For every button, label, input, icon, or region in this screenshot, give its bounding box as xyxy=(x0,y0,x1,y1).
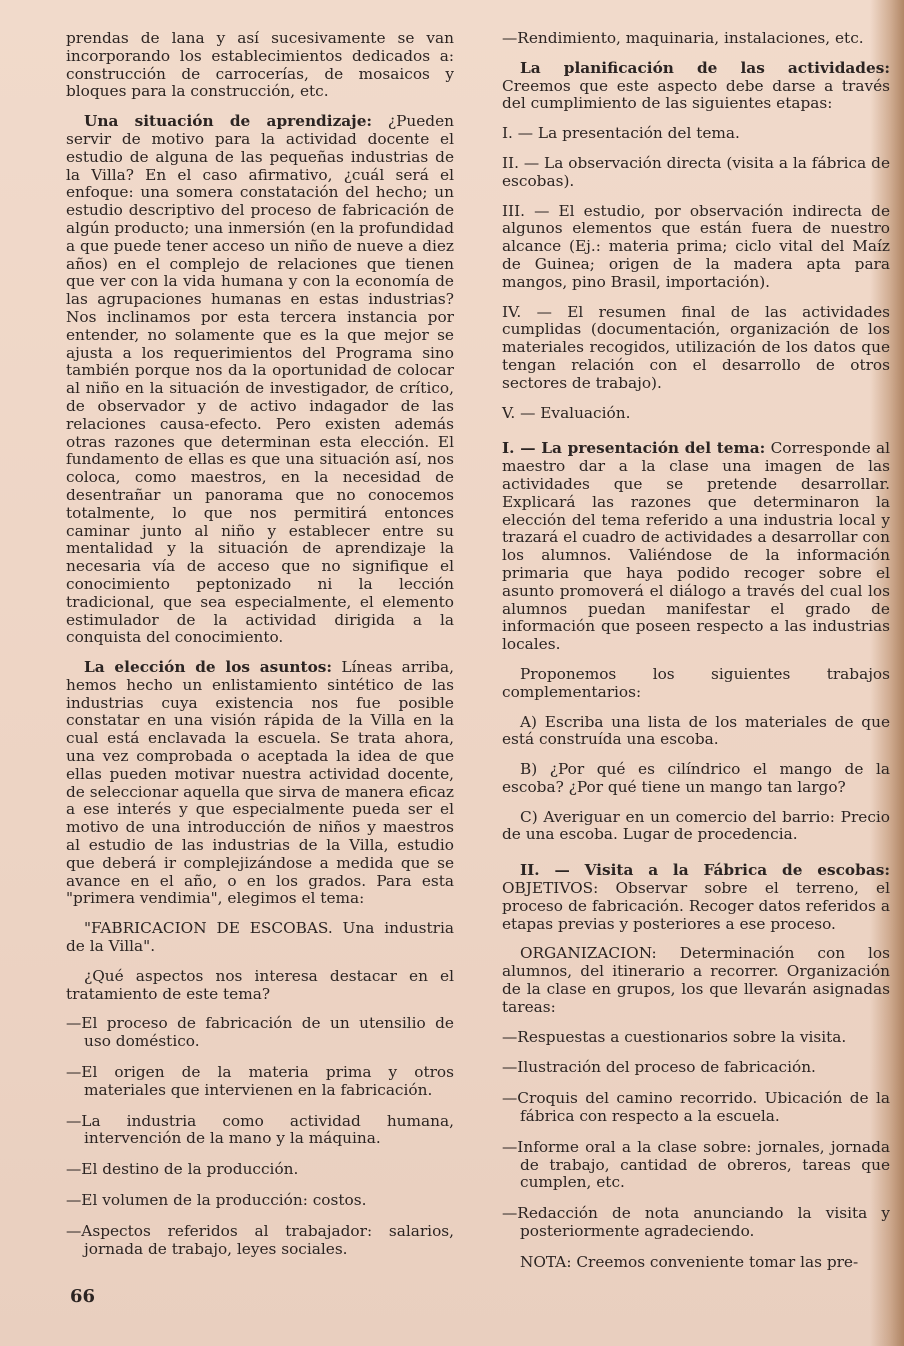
paragraph xyxy=(502,440,890,654)
task-item: B) ¿Por qué es cilíndrico el mango de la escoba? ¿Por qué tiene un mango tan largo? xyxy=(502,760,890,796)
paragraph: Proponemos los siguientes trabajos complementarios: xyxy=(502,664,890,701)
paragraph-text: OBJETIVOS: Observar sobre el terreno, el proceso de fabricación. Recoger datos referidos a etapas previas y posteriores a ese proceso. xyxy=(502,879,890,933)
list-item: —Informe oral a la clase sobre: jornales, jornada de trabajo, cantidad de obreros, tareas que cumplen, etc. xyxy=(502,1137,890,1192)
paragraph: "FABRICACION DE ESCOBAS. Una industria de la Villa". xyxy=(66,919,454,956)
task-item: A) Escriba una lista de los materiales de que está construída una escoba. xyxy=(502,712,890,749)
right-column xyxy=(502,30,890,1272)
paragraph xyxy=(502,862,890,933)
list-item: —Ilustración del proceso de fabricación. xyxy=(502,1058,816,1077)
paragraph: NOTA: Creemos conveniente tomar las pre- xyxy=(520,1252,859,1271)
list-item: —Aspectos referidos al trabajador: salarios, jornada de trabajo, leyes sociales. xyxy=(66,1221,454,1258)
stage-item: III. — El estudio, por observación indirecta de algunos elementos que están fuera de nuestro alcance (Ej.: materia prima; ciclo vital del Maíz de Guinea; origen de la madera apta para mangos, pino Brasil, importación). xyxy=(502,201,890,291)
paragraph xyxy=(66,113,454,647)
stage-item: I. — La presentación del tema. xyxy=(502,124,740,143)
paragraph: —Rendimiento, maquinaria, instalaciones, etc. xyxy=(502,29,864,47)
list-item: —El origen de la materia prima y otros materiales que intervienen en la fabricación. xyxy=(66,1063,454,1099)
section-heading: II. — Visita a la Fábrica de escobas: xyxy=(520,861,890,880)
stage-item: V. — Evaluación. xyxy=(502,403,631,422)
list-item: —Croquis del camino recorrido. Ubicación de la fábrica con respecto a la escuela. xyxy=(502,1089,890,1126)
paragraph-text: Líneas arriba, hemos hecho un enlistamiento sintético de las industrias cuya existencia nos fue posible constatar en una visión rápida de la Villa en la cual está enclavada la escuela. Se trata ahora, una vez comprobada o aceptada la idea de que ellas pueden motivar nuestra actividad docente, de seleccionar aquella que sirva de manera eficaz a ese interés y que especialmente pueda ser el motivo de una introducción de niños y maestros al estudio de las industrias de la Villa, estudio que deberá ir complejizándose a medida que se avance en el año, o en los grados. Para esta "primera vendimia", elegimos el tema: xyxy=(66,658,455,908)
list-item: —El volumen de la producción: costos. xyxy=(66,1191,367,1210)
list-item: —La industria como actividad humana, intervención de la mano y la máquina. xyxy=(66,1111,454,1148)
stage-item: II. — La observación directa (visita a la fábrica de escobas). xyxy=(502,153,890,190)
page-number: 66 xyxy=(70,1286,96,1307)
section-heading: Una situación de aprendizaje: xyxy=(84,112,373,131)
paragraph xyxy=(66,659,454,908)
paragraph: ¿Qué aspectos nos interesa destacar en el tratamiento de este tema? xyxy=(66,966,454,1003)
list-item: —El proceso de fabricación de un utensilio de uso doméstico. xyxy=(66,1014,454,1051)
paragraph: ORGANIZACION: Determinación con los alumnos, del itinerario a recorrer. Organización de la clase en grupos, los que llevarán asignadas tareas: xyxy=(502,944,890,1016)
stage-item: IV. — El resumen final de las actividades cumplidas (documentación, organización de los materiales recogidos, utilización de los datos que tengan relación con el desarrollo de otros sectores de trabajo). xyxy=(502,302,890,392)
paragraph-text: Creemos que este aspecto debe darse a través del cumplimiento de las siguientes etapas: xyxy=(502,76,890,113)
list-item: —El destino de la producción. xyxy=(66,1160,299,1179)
section-heading: La elección de los asuntos: xyxy=(84,658,333,677)
paragraph: prendas de lana y así sucesivamente se van incorporando los establecimientos dedicados a: construcción de carrocerías, de mosaicos y bloques para la construcción, etc. xyxy=(66,29,454,101)
section-heading: La planificación de las actividades: xyxy=(520,58,890,77)
paragraph xyxy=(502,60,890,113)
section-heading: I. — La presentación del tema: xyxy=(502,439,766,458)
paragraph-text: Corresponde al maestro dar a la clase una imagen de las actividades que se pretende desarrollar. Explicará las razones que determinaron la elección del tema referido a una industria local y trazará el cuadro de actividades a desarrollar con los alumnos. Valiéndose de la información primaria que haya podido recoger sobre el asunto promoverá el diálogo a través del cual los alumnos puedan manifestar el grado de información que poseen respecto a las industrias locales. xyxy=(502,439,890,654)
list-item: —Respuestas a cuestionarios sobre la visita. xyxy=(502,1027,847,1046)
left-column xyxy=(66,30,454,1271)
paragraph-text: ¿Pueden servir de motivo para la actividad docente el estudio de alguna de las pequeñas industrias de la Villa? En el caso afirmativo, ¿cuál será el enfoque: una somera constatación del hecho; un estudio descriptivo del proceso de fabricación de algún producto; una inmersión (en la profundidad a que puede tener acceso un niño de nueve a diez años) en el complejo de relaciones que tienen que ver con la vida humana y con la economía de las agrupaciones humanas en estas industrias? Nos inclinamos por esta tercera instancia por entender, no solamente que es la que mejor se ajusta a los requerimientos del Programa sino también porque nos da la oportunidad de colocar al niño en la situación de investigador, de crítico, de observador y de activo indagador de las relaciones causa-efecto. Pero existen además otras razones que determinan esta elección. El fundamento de ellas es que una situación así, nos coloca, como maestros, en la necesidad de desentrañar un panorama que no conocemos totalmente, lo que nos permitirá entonces caminar junto al niño y establecer entre su mentalidad y la situación de aprendizaje la necesaria vía de acceso que no signifique el conocimiento peptonizado ni la lección tradicional, que sea especialmente, el elemento estimulador de la actividad dirigida a la conquista del conocimiento. xyxy=(66,112,454,647)
task-item: C) Averiguar en un comercio del barrio: Precio de una escoba. Lugar de procedencia. xyxy=(502,807,890,844)
list-item: —Redacción de nota anunciando la visita y posteriormente agradeciendo. xyxy=(502,1204,890,1241)
